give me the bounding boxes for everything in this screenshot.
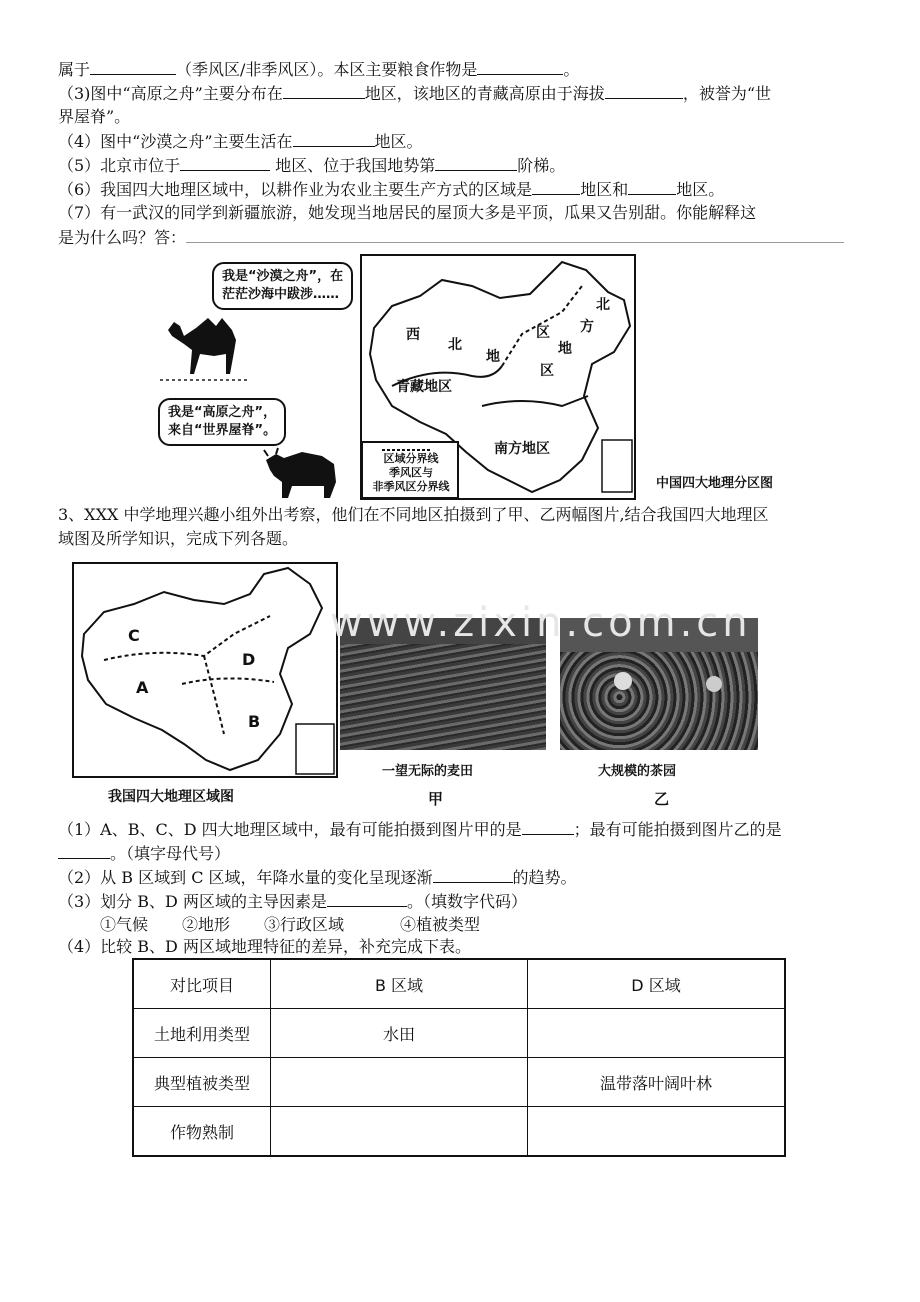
q3-options bbox=[100, 914, 480, 936]
table-cell[interactable] bbox=[271, 1107, 528, 1157]
q3-part-1: （1）A、B、C、D 四大地理区域中，最有可能拍摄到图片甲的是 ；最有可能拍摄到图片乙的是 bbox=[58, 820, 782, 839]
text-line-4: （4）图中“沙漠之舟”主要生活在 地区。 bbox=[58, 132, 423, 151]
table-row-label: 典型植被类型 bbox=[133, 1058, 271, 1107]
text-line-6: （6）我国四大地理区域中，以耕作业为农业主要生产方式的区域是 地区和 地区。 bbox=[58, 180, 725, 199]
q3-part-1-cont: 。（填字母代号） bbox=[58, 842, 230, 865]
option-3: ③行政区域 bbox=[264, 915, 345, 934]
q3-part-3: （3）划分 B、D 两区域的主导因素是 。（填数字代码） bbox=[58, 892, 527, 911]
yak-speech-bubble: 我是“高原之舟”， 来自“世界屋脊”。 bbox=[158, 398, 286, 446]
map-label-c: C bbox=[128, 626, 140, 645]
table-row-label: 作物熟制 bbox=[133, 1107, 271, 1157]
answer-blank[interactable] bbox=[522, 818, 574, 835]
table-cell[interactable]: 水田 bbox=[271, 1009, 528, 1058]
q3-intro-line-1: 3、XXX 中学地理兴趣小组外出考察，他们在不同地区拍摄到了甲、乙两幅图片,结合我国四大地理区 bbox=[58, 505, 769, 524]
text-line-1: 属于 （季风区/非季风区）。本区主要粮食作物是 。 bbox=[58, 60, 580, 79]
table-header-cell: 对比项目 bbox=[133, 959, 271, 1009]
table-row-label: 土地利用类型 bbox=[133, 1009, 271, 1058]
option-1: ①气候 bbox=[100, 915, 149, 934]
answer-blank[interactable] bbox=[180, 154, 270, 171]
table-header-row bbox=[133, 959, 785, 1009]
text-line-5: （5）北京市位于 地区、位于我国地势第 阶梯。 bbox=[58, 156, 566, 175]
text-line-3: 界屋脊”。 bbox=[58, 107, 131, 126]
answer-blank[interactable] bbox=[90, 58, 176, 75]
watermark: www.zixin.com.cn bbox=[330, 600, 752, 646]
map-label-xi: 西 bbox=[406, 327, 420, 343]
map-label-fang: 方 bbox=[580, 319, 594, 335]
q3-part-2: （2）从 B 区域到 C 区域，年降水量的变化呈现逐渐 的趋势。 bbox=[58, 868, 577, 887]
regions-map-caption: 我国四大地理区域图 bbox=[108, 789, 234, 805]
comparison-table bbox=[132, 958, 786, 1157]
four-regions-map bbox=[72, 562, 338, 778]
photo2-caption: 大规模的茶园 bbox=[598, 764, 677, 779]
table-row bbox=[133, 1058, 785, 1107]
table-row bbox=[133, 1009, 785, 1058]
table-header-cell: D 区域 bbox=[528, 959, 786, 1009]
text-line-2: （3)图中“高原之舟”主要分布在 地区，该地区的青藏高原由于海拔 ，被誉为“世 bbox=[58, 84, 771, 103]
map-legend: 区域分界线 季风区与 非季风区分界线 bbox=[372, 452, 450, 493]
answer-blank[interactable] bbox=[327, 890, 407, 907]
text-line-7: （7）有一武汉的同学到新疆旅游，她发现当地居民的屋顶大多是平顶，瓜果又告别甜。你能解释这 bbox=[58, 203, 757, 222]
map-label-b: B bbox=[248, 712, 261, 731]
table-cell[interactable] bbox=[271, 1058, 528, 1107]
answer-blank[interactable] bbox=[532, 178, 580, 195]
yak-icon bbox=[262, 446, 342, 500]
photo1-caption: 一望无际的麦田 bbox=[382, 764, 474, 779]
option-2: ②地形 bbox=[182, 915, 231, 934]
table-cell[interactable] bbox=[528, 1009, 786, 1058]
map-label-di: 地 bbox=[486, 349, 500, 365]
table-row bbox=[133, 1107, 785, 1157]
answer-blank[interactable] bbox=[283, 82, 365, 99]
table-header-cell: B 区域 bbox=[271, 959, 528, 1009]
answer-blank[interactable] bbox=[293, 130, 375, 147]
china-outline-icon bbox=[74, 564, 336, 776]
answer-blank[interactable] bbox=[477, 58, 563, 75]
map-label-di2: 地 bbox=[558, 341, 572, 357]
answer-blank[interactable] bbox=[435, 154, 517, 171]
q3-intro-line-2: 域图及所学知识，完成下列各题。 bbox=[58, 529, 299, 548]
china-regions-map bbox=[360, 254, 636, 500]
map-label-qu: 区 bbox=[536, 325, 550, 341]
camel-icon bbox=[160, 300, 260, 385]
q3-part-4: （4）比较 B、D 两区域地理特征的差异，补充完成下表。 bbox=[58, 937, 471, 956]
figure1-caption: 中国四大地理分区图 bbox=[656, 476, 774, 491]
photo2-label: 乙 bbox=[654, 790, 670, 808]
map-label-nanfang: 南方地区 bbox=[494, 441, 550, 457]
map-label-bei2: 北 bbox=[596, 297, 610, 313]
map-label-d: D bbox=[242, 650, 256, 669]
text-line-8: 是为什么吗？答： bbox=[58, 226, 844, 249]
photo1-label: 甲 bbox=[428, 790, 444, 808]
option-4: ④植被类型 bbox=[400, 915, 481, 934]
map-label-qu2: 区 bbox=[540, 363, 554, 379]
table-cell[interactable]: 温带落叶阔叶林 bbox=[528, 1058, 786, 1107]
map-label-a: A bbox=[136, 678, 149, 697]
answer-blank[interactable] bbox=[433, 866, 513, 883]
camel-speech-bubble: 我是“沙漠之舟”，在 茫茫沙海中跋涉…… bbox=[212, 262, 353, 310]
answer-blank[interactable] bbox=[605, 82, 683, 99]
map-label-bei: 北 bbox=[448, 337, 462, 353]
answer-blank[interactable] bbox=[628, 178, 676, 195]
answer-blank[interactable] bbox=[58, 842, 110, 859]
map-label-qingzang: 青藏地区 bbox=[396, 379, 452, 395]
answer-blank[interactable] bbox=[186, 226, 844, 243]
table-cell[interactable] bbox=[528, 1107, 786, 1157]
